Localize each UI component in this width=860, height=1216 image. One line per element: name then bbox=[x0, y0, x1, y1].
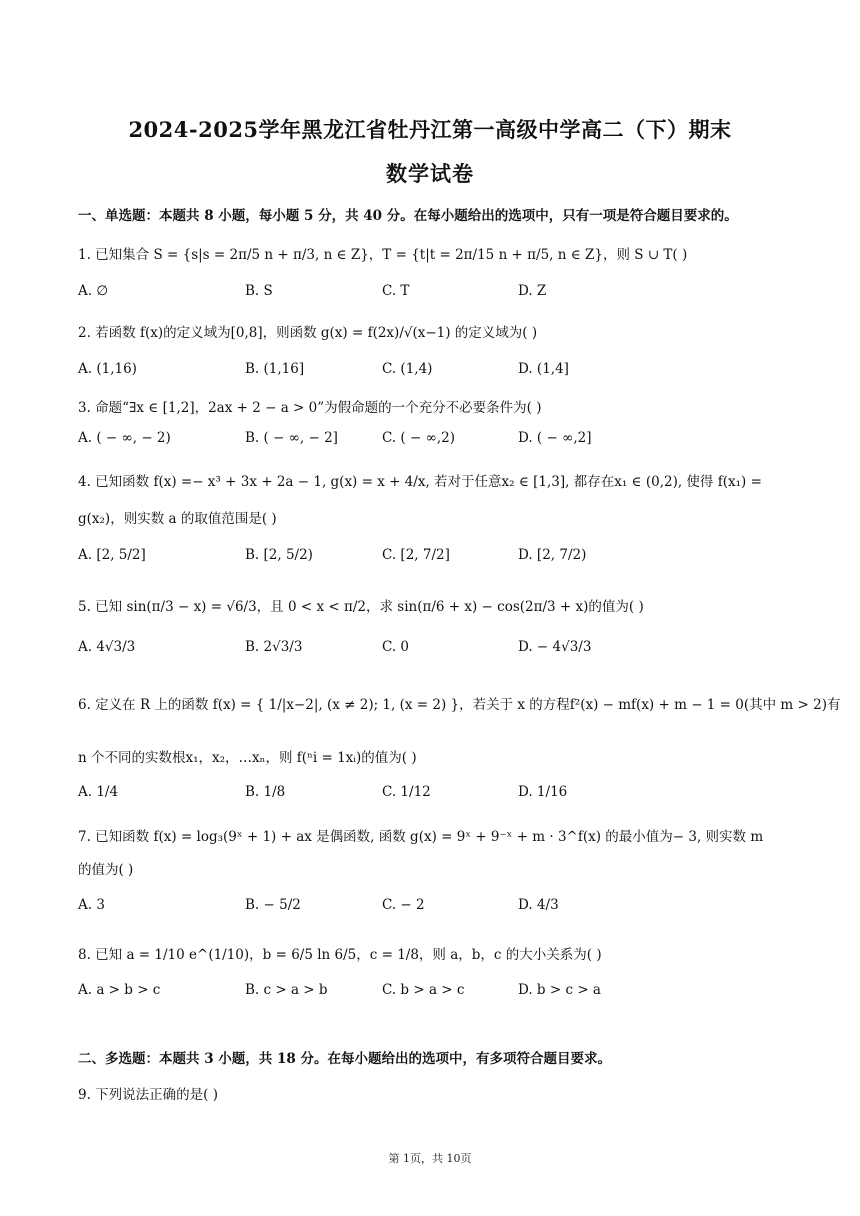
question-6-option-b: B. 1/8 bbox=[245, 784, 286, 800]
question-1-option-d: D. Z bbox=[518, 283, 547, 299]
question-5-option-b: B. 2√3/3 bbox=[245, 639, 303, 655]
question-5-option-a: A. 4√3/3 bbox=[78, 639, 136, 655]
question-1-option-c: C. T bbox=[382, 283, 410, 299]
question-1-option-b: B. S bbox=[245, 283, 273, 299]
question-6-option-a: A. 1/4 bbox=[78, 784, 119, 800]
question-4-stem: 4. 已知函数 f(x) =− x³ + 3x + 2a − 1, g(x) = x + 4/x, 若对于任意x₂ ∈ [1,3], 都存在x₁ ∈ (0,2), 使得 f(x₁) = bbox=[78, 474, 762, 490]
question-8-option-c: C. b > a > c bbox=[382, 982, 465, 998]
page-footer: 第 1页，共 10页 bbox=[388, 1152, 472, 1165]
question-5-stem: 5. 已知 sin(π/3 − x) = √6/3，且 0 < x < π/2，求 sin(π/6 + x) − cos(2π/3 + x)的值为( ) bbox=[78, 599, 644, 615]
section-header-single-choice: 一、单选题：本题共 8 小题，每小题 5 分，共 40 分。在每小题给出的选项中，只有一项是符合题目要求的。 bbox=[78, 208, 738, 224]
question-7-option-b: B. − 5/2 bbox=[245, 897, 301, 913]
question-7-stem: 7. 已知函数 f(x) = log₃(9ˣ + 1) + ax 是偶函数, 函数 g(x) = 9ˣ + 9⁻ˣ + m · 3^f(x) 的最小值为− 3, 则实数 m bbox=[78, 829, 764, 845]
question-6-option-c: C. 1/12 bbox=[382, 784, 431, 800]
question-3-option-d: D. ( − ∞,2] bbox=[518, 430, 592, 446]
question-4-option-c: C. [2, 7/2] bbox=[382, 547, 450, 563]
question-7-option-c: C. − 2 bbox=[382, 897, 425, 913]
question-2-option-d: D. (1,4] bbox=[518, 361, 569, 377]
question-4-option-d: D. [2, 7/2) bbox=[518, 547, 587, 563]
question-7-option-d: D. 4/3 bbox=[518, 897, 559, 913]
question-4-stem-continued: g(x₂)，则实数 a 的取值范围是( ) bbox=[78, 511, 277, 527]
question-7-option-a: A. 3 bbox=[78, 897, 105, 913]
question-8-option-b: B. c > a > b bbox=[245, 982, 328, 998]
question-5-option-c: C. 0 bbox=[382, 639, 410, 655]
question-1-stem: 1. 已知集合 S = {s|s = 2π/5 n + π/3, n ∈ Z}，T = {t|t = 2π/15 n + π/5, n ∈ Z}，则 S ∪ T( ) bbox=[78, 247, 688, 263]
question-2-option-a: A. (1,16) bbox=[78, 361, 137, 377]
question-3-option-b: B. ( − ∞, − 2] bbox=[245, 430, 338, 446]
question-7-stem-continued: 的值为( ) bbox=[78, 862, 134, 878]
question-1-option-a: A. ∅ bbox=[78, 283, 109, 299]
question-6-stem: 6. 定义在 R 上的函数 f(x) = { 1/|x−2|, (x ≠ 2); 1, (x = 2) }，若关于 x 的方程f²(x) − mf(x) + m − 1 = 0(其中 m > 2)有 bbox=[78, 697, 841, 713]
question-3-option-c: C. ( − ∞,2) bbox=[382, 430, 455, 446]
question-6-option-d: D. 1/16 bbox=[518, 784, 568, 800]
page-title: 2024-2025学年黑龙江省牡丹江第一高级中学高二（下）期末 bbox=[128, 117, 732, 142]
question-3-stem: 3. 命题“∃x ∈ [1,2]，2ax + 2 − a > 0”为假命题的一个充分不必要条件为( ) bbox=[78, 400, 542, 416]
question-4-option-a: A. [2, 5/2] bbox=[78, 547, 146, 563]
question-8-stem: 8. 已知 a = 1/10 e^(1/10)，b = 6/5 ln 6/5，c = 1/8，则 a，b，c 的大小关系为( ) bbox=[78, 947, 602, 963]
question-8-option-d: D. b > c > a bbox=[518, 982, 601, 998]
question-8-option-a: A. a > b > c bbox=[78, 982, 161, 998]
section-header-multiple-choice: 二、多选题：本题共 3 小题，共 18 分。在每小题给出的选项中，有多项符合题目要求。 bbox=[78, 1051, 611, 1067]
page-subtitle: 数学试卷 bbox=[386, 161, 474, 186]
question-4-option-b: B. [2, 5/2) bbox=[245, 547, 313, 563]
question-2-option-b: B. (1,16] bbox=[245, 361, 305, 377]
question-3-option-a: A. ( − ∞, − 2) bbox=[78, 430, 171, 446]
question-2-option-c: C. (1,4) bbox=[382, 361, 433, 377]
question-9-stem: 9. 下列说法正确的是( ) bbox=[78, 1087, 218, 1103]
question-5-option-d: D. − 4√3/3 bbox=[518, 639, 592, 655]
question-2-stem: 2. 若函数 f(x)的定义域为[0,8]，则函数 g(x) = f(2x)/√(x−1) 的定义域为( ) bbox=[78, 325, 538, 341]
question-6-stem-continued: n 个不同的实数根x₁，x₂，…xₙ，则 f(ⁿi = 1xᵢ)的值为( ) bbox=[78, 750, 417, 766]
